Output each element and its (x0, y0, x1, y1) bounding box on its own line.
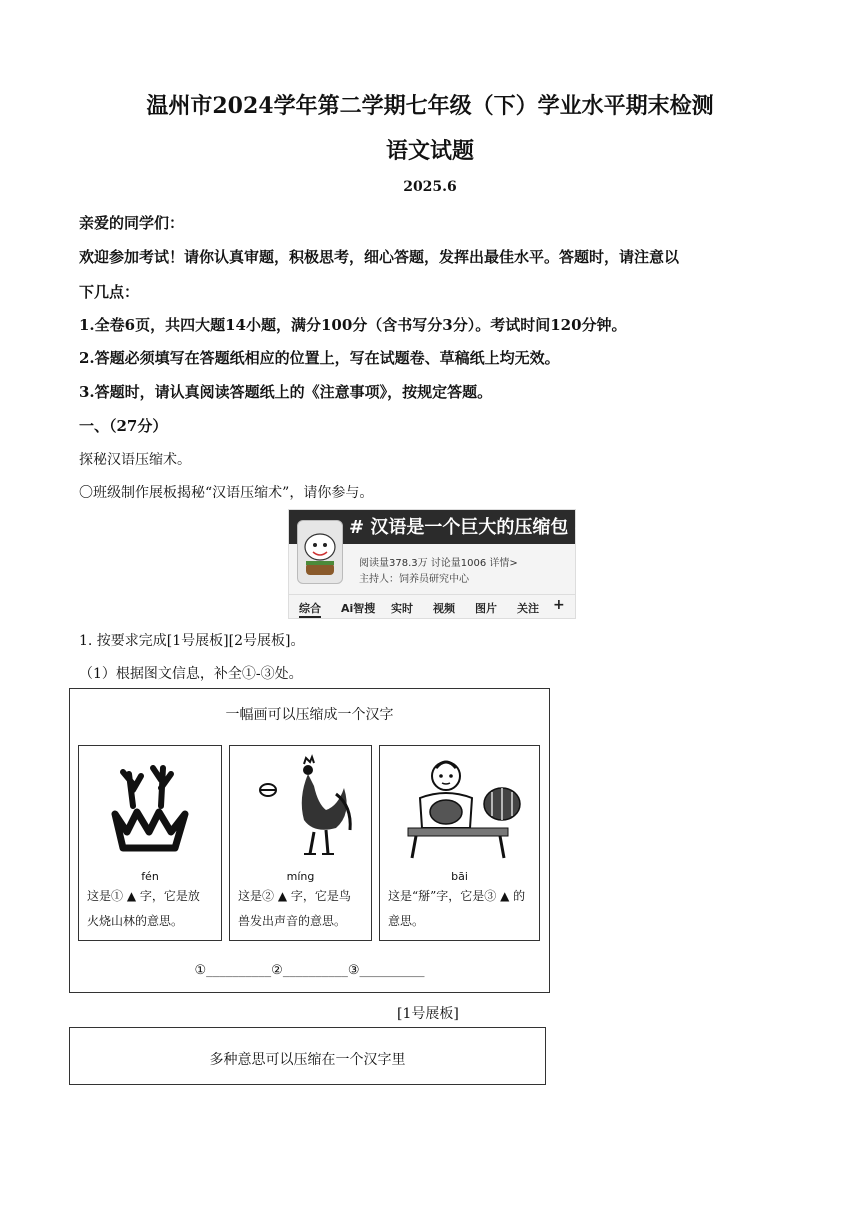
board-1-caption: [1号展板] (397, 1006, 459, 1022)
card-bai-desc (388, 884, 533, 934)
exam-title: 温州市2024学年第二学期七年级（下）学业水平期末检测 (146, 93, 714, 119)
card-ming-line-2: 兽发出声音的意思。 (238, 914, 347, 928)
banner-tab-bar (289, 594, 575, 619)
card-bai (379, 745, 540, 941)
tab-pictures[interactable]: 图片 (475, 602, 497, 615)
exam-subtitle: 语文试题 (385, 138, 474, 164)
card-fen-pinyin: fén (141, 870, 159, 883)
fire-forest-glyph-icon (89, 754, 211, 866)
person-splitting-melon-icon (390, 754, 529, 866)
tab-realtime[interactable]: 实时 (391, 602, 413, 615)
tab-comprehensive[interactable]: 综合 (299, 600, 321, 618)
banner-stats: 阅读量378.3万 讨论量1006 详情> (359, 558, 518, 569)
welcome-line-1: 欢迎参加考试！请你认真审题，积极思考，细心答题，发挥出最佳水平。答题时，请注意以 (79, 248, 680, 266)
card-fen-desc (87, 884, 215, 934)
card-ming-desc (238, 884, 365, 934)
board-2-title: 多种意思可以压缩在一个汉字里 (209, 1052, 406, 1068)
exam-date: 2025.6 (403, 179, 457, 195)
question-1-sub-1: （1）根据图文信息，补全①-③处。 (79, 666, 303, 682)
card-bai-line-1: 这是“掰”字，它是③ ▲ 的 (388, 889, 526, 903)
card-ming-line-1: 这是② ▲ 字，它是鸟 (238, 889, 351, 903)
board-2 (69, 1027, 546, 1085)
section-topic: 探秘汉语压缩术。 (79, 452, 191, 468)
rule-2: 2.答题必须填写在答题纸相应的位置上，写在试题卷、草稿纸上均无效。 (79, 349, 560, 367)
tab-follow[interactable]: 关注 (517, 602, 539, 615)
rule-1: 1.全卷6页，共四大题14小题，满分100分（含书写分3分）。考试时间120分钟。 (79, 316, 627, 334)
question-1-prompt: 1. 按要求完成[1号展板][2号展板]。 (79, 633, 305, 649)
card-fen-line-1: 这是① ▲ 字，它是放 (87, 889, 200, 903)
section-instruction: 〇班级制作展板揭秘“汉语压缩术”，请你参与。 (79, 485, 374, 501)
card-ming (229, 745, 372, 941)
tab-video[interactable]: 视频 (433, 602, 455, 615)
welcome-line-2: 下几点： (79, 283, 140, 301)
rule-3: 3.答题时，请认真阅读答题纸上的《注意事项》，按规定答题。 (79, 383, 493, 401)
board-1 (69, 688, 550, 993)
greeting: 亲爱的同学们： (79, 214, 185, 232)
card-ming-pinyin: míng (286, 870, 315, 883)
banner-host: 主持人：饲养员研究中心 (359, 574, 469, 585)
tab-add-icon[interactable]: + (553, 597, 565, 613)
topic-banner (288, 509, 590, 619)
card-fen (78, 745, 222, 941)
card-bai-line-2: 意思。 (388, 914, 425, 928)
board-1-blanks: ①__________②__________③__________ (194, 963, 425, 978)
section-heading: 一、（27分） (79, 417, 168, 435)
rooster-mouth-icon (240, 754, 361, 866)
card-bai-pinyin: bāi (451, 870, 468, 883)
mascot-avatar-icon (297, 520, 343, 584)
banner-hashtag: # 汉语是一个巨大的压缩包 # (349, 517, 590, 538)
tab-ai-search[interactable]: Ai智搜 (341, 602, 376, 615)
board-1-title: 一幅画可以压缩成一个汉字 (225, 707, 394, 723)
card-fen-line-2: 火烧山林的意思。 (87, 914, 184, 928)
